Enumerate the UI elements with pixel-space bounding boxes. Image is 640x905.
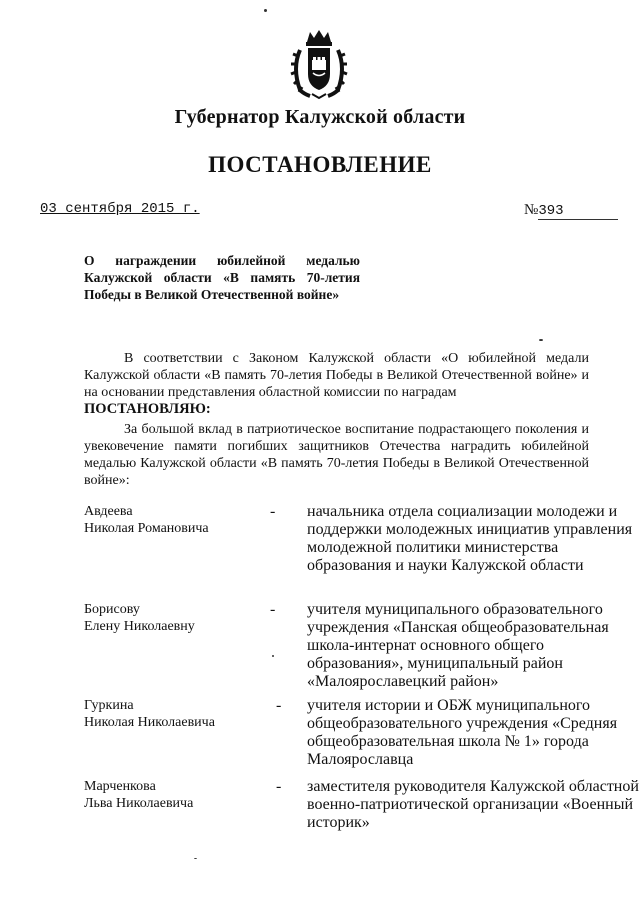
awardee-row bbox=[84, 601, 195, 635]
document-subject: О награждении юбилейной медалью Калужской области «В память 70-летия Победы в Великой Отечественной войне» bbox=[84, 253, 360, 302]
document-number bbox=[524, 202, 618, 220]
scan-speck bbox=[194, 858, 197, 859]
awardee-surname: Борисову bbox=[84, 602, 140, 617]
awardee-surname: Авдеева bbox=[84, 504, 133, 519]
number-value: 393 bbox=[538, 203, 618, 220]
number-sign: № bbox=[524, 202, 539, 218]
scan-speck bbox=[539, 339, 543, 341]
awardee-position: учителя муниципального образовательного учреждения «Панская общеобразовательная школа-интернат основного общего образования», муниципальный район «Малоярославецкий район» bbox=[307, 601, 609, 690]
scan-speck bbox=[272, 655, 274, 657]
scan-speck bbox=[264, 9, 267, 12]
awardee-dash: - bbox=[270, 601, 276, 618]
awardee-surname: Марченкова bbox=[84, 779, 156, 794]
awardee-given-name: Николая Романовича bbox=[84, 521, 209, 536]
awardee-dash: - bbox=[276, 697, 282, 714]
coat-of-arms-emblem bbox=[290, 28, 348, 100]
awardee-position: учителя истории и ОБЖ муниципального общеобразовательного учреждения «Средняя общеобразовательная школа № 1» города Малоярославца bbox=[307, 697, 618, 768]
document-type-title: ПОСТАНОВЛЕНИЕ bbox=[208, 152, 432, 177]
awardee-row bbox=[84, 778, 193, 812]
awardee-row bbox=[84, 503, 209, 537]
awardee-given-name: Льва Николаевича bbox=[84, 796, 194, 811]
awardee-surname: Гуркина bbox=[84, 698, 134, 713]
awardee-dash: - bbox=[270, 503, 276, 520]
awardee-position: заместителя руководителя Калужской областной военно-патриотической организации «Военный историк» bbox=[307, 778, 639, 831]
decree-word: ПОСТАНОВЛЯЮ: bbox=[84, 401, 211, 417]
award-paragraph: За большой вклад в патриотическое воспитание подрастающего поколения и увековечение памяти погибших защитников Отечества наградить юбилейной медалью Калужской области «В память 70-летия Победы в Великой Отечественной войне»: bbox=[84, 422, 589, 488]
document-date: 03 сентября 2015 г. bbox=[40, 201, 200, 217]
awardee-dash: - bbox=[276, 778, 282, 795]
awardee-row bbox=[84, 697, 215, 731]
awardee-position: начальника отдела социализации молодежи и поддержки молодежных инициатив управления молодежной политики министерства образования и науки Калужской области bbox=[307, 503, 633, 574]
issuing-authority: Губернатор Калужской области bbox=[174, 106, 466, 128]
awardee-given-name: Николая Николаевича bbox=[84, 715, 215, 730]
awardee-given-name: Елену Николаевну bbox=[84, 619, 195, 634]
preamble-paragraph: В соответствии с Законом Калужской области «О юбилейной медали Калужской области «В память 70-летия Победы в Великой Отечественной войне» и на основании представления областной комиссии по наградам bbox=[84, 351, 589, 400]
